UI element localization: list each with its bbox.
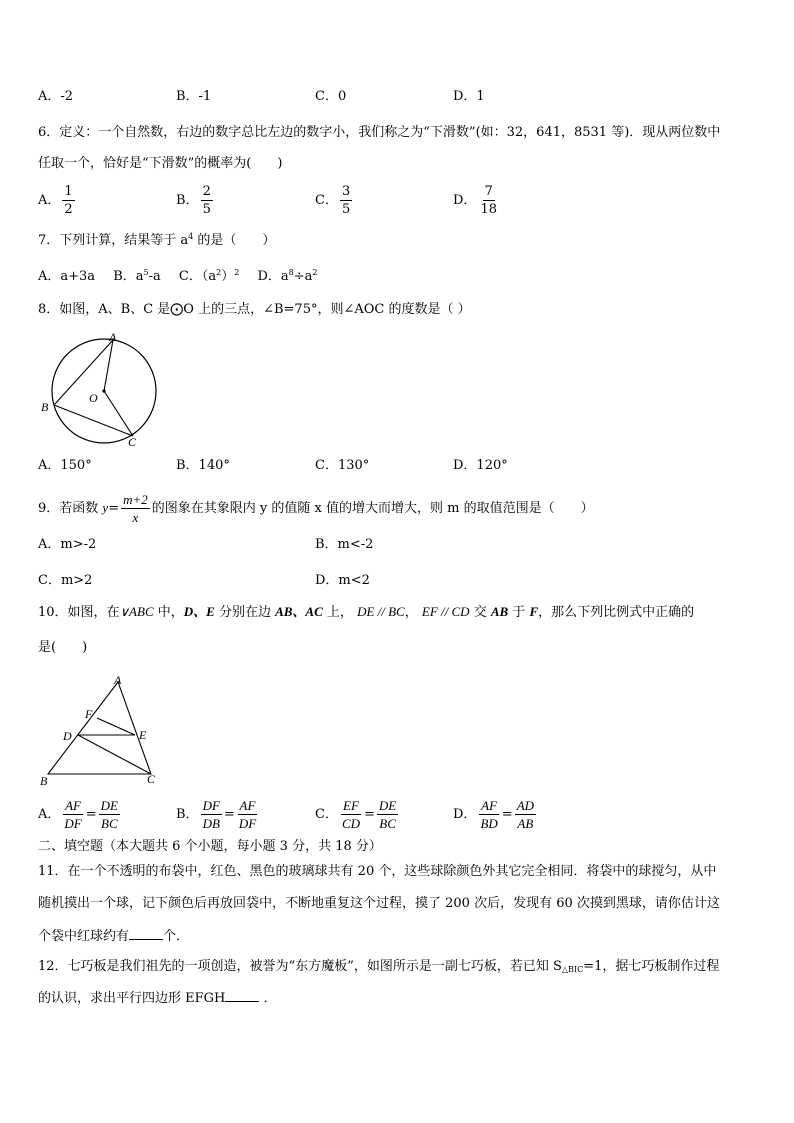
segment-oc bbox=[104, 391, 133, 436]
option-text: ÷a bbox=[293, 269, 313, 284]
q8-stem: 8．如图，A、B、C 是⨀O 上的三点，∠B=75°，则∠AOC 的度数是（ ） bbox=[38, 302, 471, 317]
equals-sign: = bbox=[108, 501, 120, 516]
q12-line2 bbox=[38, 989, 277, 1008]
numerator: AF bbox=[239, 798, 256, 813]
triangle-abc: ∨ABC bbox=[119, 604, 154, 619]
option-label: B． bbox=[176, 193, 199, 208]
numerator: DE bbox=[378, 798, 397, 813]
label-c: C bbox=[128, 435, 137, 449]
fraction-right bbox=[377, 797, 398, 832]
option-text: B．a bbox=[113, 269, 144, 284]
fraction-right bbox=[515, 797, 536, 832]
fraction bbox=[340, 183, 352, 218]
denominator: DF bbox=[64, 816, 82, 831]
denominator: CD bbox=[341, 816, 361, 831]
numerator: EF bbox=[343, 798, 359, 813]
option-label: D． bbox=[453, 807, 477, 822]
text: 的认识，求出平行四边形 EFGH bbox=[38, 991, 226, 1006]
denominator: DB bbox=[202, 816, 220, 831]
q10-option-b: B． $\frac{DF}{DB}$ = $\frac{AF}{DF}$ bbox=[176, 798, 257, 831]
denominator: BC bbox=[101, 816, 118, 831]
denominator: BC bbox=[379, 816, 396, 831]
q10-stem-line1 bbox=[38, 603, 694, 622]
text: 上， bbox=[322, 605, 353, 620]
option-label: D． bbox=[453, 193, 477, 208]
text: 个． bbox=[163, 929, 190, 944]
label-f: F bbox=[85, 707, 93, 721]
q11-line3 bbox=[38, 927, 189, 946]
q10-option-c: C． $\frac{EF}{CD}$ = $\frac{DE}{BC}$ bbox=[315, 798, 397, 831]
fraction-right bbox=[237, 797, 258, 832]
option-label: C． bbox=[315, 193, 338, 208]
q10-option-a: A． $\frac{AF}{DF}$ = $\frac{DE}{BC}$ bbox=[38, 798, 118, 831]
q9-fraction bbox=[121, 491, 150, 526]
var-y: y bbox=[102, 500, 109, 515]
option-label: A． bbox=[38, 807, 61, 822]
q9-option-c: C．m>2 bbox=[38, 573, 93, 588]
label-c: C bbox=[147, 772, 156, 786]
denominator: BD bbox=[480, 816, 498, 831]
label-e: E bbox=[139, 728, 147, 742]
q7-option-b bbox=[113, 269, 161, 284]
denominator: x bbox=[132, 510, 139, 525]
option-label: B． bbox=[176, 807, 199, 822]
points-de: D、E bbox=[183, 604, 215, 619]
q12-line1 bbox=[38, 958, 719, 979]
q9-stem bbox=[38, 491, 594, 526]
point-f: F bbox=[529, 604, 539, 619]
numerator: m+2 bbox=[123, 492, 148, 507]
q7-stem bbox=[38, 228, 275, 250]
center-point bbox=[102, 389, 105, 392]
denominator: 18 bbox=[480, 202, 497, 217]
q6-option-d bbox=[453, 183, 501, 218]
denominator: 5 bbox=[341, 202, 351, 217]
triangle-abc-shape bbox=[48, 682, 151, 774]
segment-fe bbox=[97, 718, 135, 735]
option-label: C． bbox=[315, 807, 338, 822]
numerator: DE bbox=[100, 798, 118, 813]
segment-bc bbox=[54, 405, 133, 436]
answer-blank[interactable] bbox=[129, 927, 163, 940]
text: 于 bbox=[508, 605, 530, 620]
q6-stem-line2: 任取一个，恰好是“下滑数”的概率为( ) bbox=[38, 156, 283, 171]
superscript: 2 bbox=[312, 268, 318, 277]
option-text: D．a bbox=[257, 269, 289, 284]
numerator: 7 bbox=[484, 184, 493, 199]
text: 交 bbox=[469, 605, 491, 620]
label-b: B bbox=[41, 400, 49, 414]
option-label: A． bbox=[38, 193, 61, 208]
q9-option-d: D．m<2 bbox=[315, 573, 370, 588]
fraction-left bbox=[478, 797, 499, 832]
q9-stem-post: 的图象在其象限内 y 的值随 x 值的增大而增大，则 m 的取值范围是（ ） bbox=[151, 501, 594, 516]
q6-stem-line1: 6．定义：一个自然数，右边的数字总比左边的数字小，我们称之为“下滑数”(如：32，641，8531 等)．现从两位数中 bbox=[38, 125, 721, 140]
q8-option-d: D．120° bbox=[453, 458, 508, 473]
superscript: 5 bbox=[143, 268, 149, 277]
q6-option-a bbox=[38, 183, 77, 218]
q10-triangle-figure bbox=[36, 670, 166, 790]
q6-option-b bbox=[176, 183, 215, 218]
numerator: 2 bbox=[202, 184, 211, 199]
q7-option-a: A．a+3a bbox=[38, 269, 96, 284]
numerator: AF bbox=[65, 798, 81, 813]
q8-circle-figure bbox=[38, 328, 163, 450]
label-a: A bbox=[114, 673, 122, 687]
q8-option-a: A．150° bbox=[38, 458, 92, 473]
segment-ab bbox=[54, 340, 113, 405]
text: =1，据七巧板制作过程 bbox=[583, 959, 720, 974]
numerator: AF bbox=[481, 798, 498, 813]
text: ，那么下列比例式中正确的 bbox=[538, 605, 695, 620]
q7-option-c bbox=[179, 269, 239, 284]
q9-stem-pre: 9．若函数 bbox=[38, 501, 99, 516]
fraction-left bbox=[201, 797, 222, 832]
option-text: -a bbox=[148, 269, 161, 284]
q10-option-d: D． $\frac{AF}{BD}$ = $\frac{AD}{AB}$ bbox=[453, 798, 535, 831]
denominator: DF bbox=[238, 816, 257, 831]
numerator: 3 bbox=[341, 184, 351, 199]
fraction-right bbox=[99, 797, 120, 832]
superscript: 4 bbox=[188, 232, 194, 241]
q11-line1: 11．在一个不透明的布袋中，红色、黑色的玻璃球共有 20 个，这些球除颜色外其它完全相同．将袋中的球搅匀，从中 bbox=[38, 864, 717, 879]
parallel-de-bc: DE // BC bbox=[357, 604, 405, 619]
q7-option-d bbox=[257, 269, 317, 284]
q7-options bbox=[38, 264, 317, 286]
option-text: ） bbox=[221, 269, 235, 284]
q7-stem-tail: 的是（ ） bbox=[193, 233, 276, 248]
fraction bbox=[201, 183, 213, 218]
label-b: B bbox=[40, 774, 48, 788]
option-text: C．（a bbox=[178, 269, 217, 284]
q6-option-c bbox=[315, 183, 354, 218]
text: 中， bbox=[153, 605, 184, 620]
label-a: A bbox=[109, 330, 117, 344]
side-ab: AB bbox=[490, 604, 509, 619]
answer-blank[interactable] bbox=[225, 989, 259, 1002]
fraction bbox=[478, 183, 499, 218]
section-heading-fill-in: 二、填空题（本大题共 6 个小题，每小题 3 分，共 18 分） bbox=[38, 839, 382, 854]
fraction bbox=[62, 183, 74, 218]
text: 个袋中红球约有 bbox=[38, 929, 130, 944]
sides-ab-ac: AB、AC bbox=[275, 604, 323, 619]
q5-option-d: D．1 bbox=[453, 89, 485, 104]
q10-stem-line2: 是( ) bbox=[38, 640, 88, 655]
denominator: 5 bbox=[202, 202, 211, 217]
subscript: △BIC bbox=[561, 965, 584, 974]
label-o: O bbox=[89, 391, 98, 405]
q9-option-a: A．m>-2 bbox=[38, 537, 97, 552]
superscript: 8 bbox=[288, 268, 294, 277]
q11-line2: 随机摸出一个球，记下颜色后再放回袋中，不断地重复这个过程，摸了 200 次后，发现有 60 次摸到黑球，请你估计这 bbox=[38, 896, 720, 911]
text: ． bbox=[259, 991, 277, 1006]
denominator: 2 bbox=[64, 202, 73, 217]
numerator: 1 bbox=[64, 184, 73, 199]
superscript: 2 bbox=[234, 268, 240, 277]
numerator: AD bbox=[516, 798, 535, 813]
q5-option-c: C．0 bbox=[315, 89, 347, 104]
q8-option-b: B．140° bbox=[176, 458, 230, 473]
text: 12．七巧板是我们祖先的一项创造，被誉为“东方魔板”，如图所示是一副七巧板，若已知 S bbox=[38, 959, 562, 974]
denominator: AB bbox=[517, 816, 534, 831]
fraction-left bbox=[340, 797, 362, 832]
text: 分别在边 bbox=[214, 605, 276, 620]
q5-option-a: A．-2 bbox=[38, 89, 74, 104]
parallel-ef-cd: EF // CD bbox=[421, 604, 470, 619]
q5-option-b: B．-1 bbox=[176, 89, 212, 104]
fraction-left bbox=[62, 797, 83, 832]
q8-option-c: C．130° bbox=[315, 458, 370, 473]
superscript: 2 bbox=[216, 268, 222, 277]
numerator: DF bbox=[202, 798, 220, 813]
q9-option-b: B．m<-2 bbox=[315, 537, 374, 552]
label-d: D bbox=[63, 729, 72, 743]
q7-stem-text: 7．下列计算，结果等于 a bbox=[38, 233, 189, 248]
text: ， bbox=[404, 605, 418, 620]
text: 10．如图，在 bbox=[38, 605, 120, 620]
